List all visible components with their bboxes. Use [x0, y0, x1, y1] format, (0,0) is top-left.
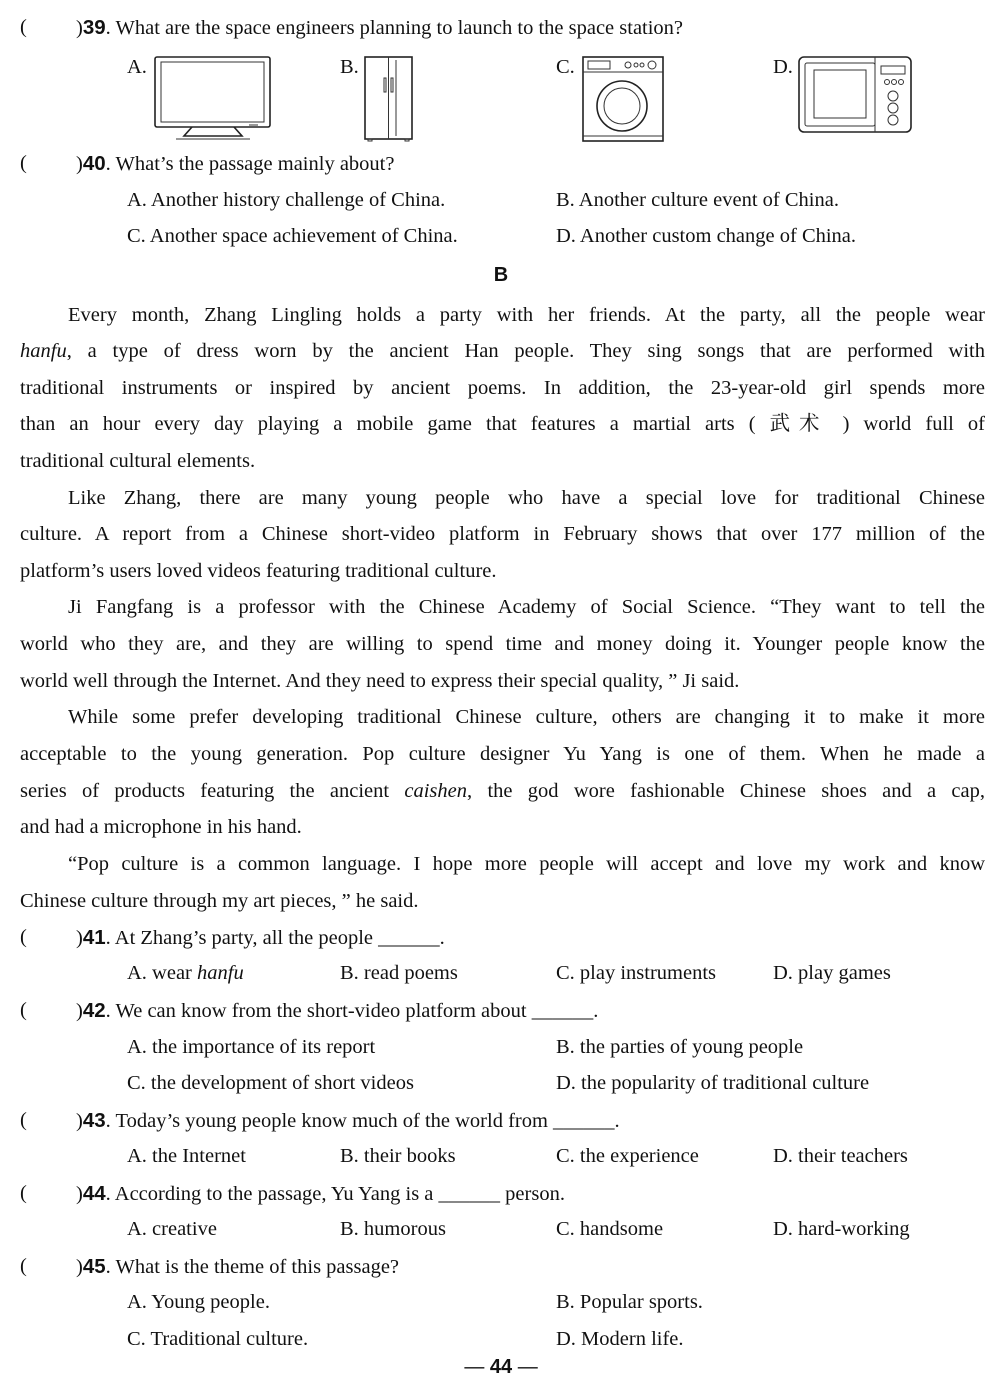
answer-paren-close: )	[76, 17, 83, 39]
answer-paren-open: (	[20, 1109, 27, 1131]
footer-dash: —	[464, 1356, 485, 1378]
passage-line: world who they are, and they are willing to spend time and money doing it. Younger people know the	[20, 633, 985, 655]
question-text: . Today’s young people know much of the world from ______.	[105, 1110, 620, 1132]
passage-line: traditional cultural elements.	[20, 450, 256, 472]
italic-term: hanfu	[20, 340, 67, 362]
washing-machine-icon	[582, 56, 666, 143]
question-number: 45	[82, 1255, 106, 1278]
q41-option-c: C. play instruments	[556, 962, 717, 984]
q44-option-b: B. humorous	[340, 1218, 446, 1240]
passage-line: Every month, Zhang Lingling holds a party with her friends. At the party, all the people wear	[68, 304, 985, 326]
passage-line: “Pop culture is a common language. I hope more people will accept and love my work and know	[68, 853, 985, 875]
question-number: 42	[82, 999, 106, 1022]
q40-option-b: B. Another culture event of China.	[556, 189, 839, 211]
q44-option-a: A. creative	[127, 1218, 217, 1240]
answer-paren-open: (	[20, 152, 27, 174]
passage-line: traditional instruments or inspired by ancient poems. In addition, the 23-year-old girl spends more	[20, 377, 985, 399]
q44-option-d: D. hard-working	[773, 1218, 910, 1240]
q43-option-a: A. the Internet	[127, 1145, 246, 1167]
q39-question	[76, 16, 683, 40]
passage-line: acceptable to the young generation. Pop culture designer Yu Yang is one of them. When he made a	[20, 743, 985, 765]
q43-option-d: D. their teachers	[773, 1145, 908, 1167]
q42-question	[76, 999, 598, 1023]
footer-dash: —	[517, 1356, 538, 1378]
passage-line: Ji Fangfang is a professor with the Chinese Academy of Social Science. “They want to tell the	[68, 596, 985, 618]
question-text: . What is the theme of this passage?	[105, 1256, 400, 1278]
question-number: 40	[82, 152, 106, 175]
option-text: A. wear	[127, 962, 198, 984]
passage-line: Chinese culture through my art pieces, ” he said.	[20, 890, 419, 912]
answer-paren-open: (	[20, 1182, 27, 1204]
q39-option-b-letter: B.	[340, 56, 359, 78]
q39-option-a-letter: A.	[127, 56, 147, 78]
q45-option-b: B. Popular sports.	[556, 1291, 703, 1313]
italic-term: hanfu	[197, 962, 244, 984]
answer-paren-close: )	[76, 927, 83, 949]
q41-question	[76, 926, 445, 950]
passage-line	[20, 333, 985, 369]
tv-icon	[154, 56, 272, 141]
answer-paren-open: (	[20, 1255, 27, 1277]
q41-option-b: B. read poems	[340, 962, 458, 984]
question-number: 39	[82, 16, 106, 39]
question-text: . What’s the passage mainly about?	[105, 153, 395, 175]
passage-line-text: , a type of dress worn by the ancient Han people. They sing songs that are performed with	[66, 340, 985, 362]
microwave-icon	[798, 56, 914, 136]
q40-option-c: C. Another space achievement of China.	[127, 225, 458, 247]
passage-line-text: , the god wore fashionable Chinese shoes and a cap,	[467, 780, 985, 802]
q42-option-d: D. the popularity of traditional culture	[556, 1072, 870, 1094]
page-footer	[0, 1356, 1002, 1379]
question-number: 41	[82, 926, 106, 949]
question-number: 43	[82, 1109, 106, 1132]
passage-line: than an hour every day playing a mobile game that features a martial arts ( 武术 ) world full of	[20, 413, 985, 435]
q39-option-d-letter: D.	[773, 56, 793, 78]
question-number: 44	[82, 1182, 106, 1205]
passage-line: While some prefer developing traditional Chinese culture, others are changing it to make it more	[68, 706, 985, 728]
passage-line: and had a microphone in his hand.	[20, 816, 302, 838]
passage-line: Like Zhang, there are many young people who have a special love for traditional Chinese	[68, 487, 985, 509]
passage-line: culture. A report from a Chinese short-video platform in February shows that over 177 million of the	[20, 523, 985, 545]
q44-option-c: C. handsome	[556, 1218, 664, 1240]
q44-question	[76, 1182, 565, 1206]
passage-line-text: series of products featuring the ancient	[20, 780, 405, 802]
q42-option-a: A. the importance of its report	[127, 1036, 376, 1058]
q39-row	[20, 16, 27, 39]
question-text: . At Zhang’s party, all the people ______.	[105, 927, 445, 949]
answer-paren-close: )	[76, 1183, 83, 1205]
q42-option-c: C. the development of short videos	[127, 1072, 414, 1094]
q41-option-d: D. play games	[773, 962, 891, 984]
answer-paren-open: (	[20, 16, 27, 38]
q40-option-a: A. Another history challenge of China.	[127, 189, 446, 211]
q45-option-c: C. Traditional culture.	[127, 1328, 309, 1350]
section-title: B	[493, 264, 509, 286]
q39-option-c-letter: C.	[556, 56, 575, 78]
passage-line: world well through the Internet. And they need to express their special quality, ” Ji said.	[20, 670, 740, 692]
answer-paren-close: )	[76, 153, 83, 175]
q40-option-d: D. Another custom change of China.	[556, 225, 857, 247]
passage-line	[20, 773, 985, 809]
answer-paren-close: )	[76, 1000, 83, 1022]
q41-option-a	[127, 962, 244, 985]
passage-line: platform’s users loved videos featuring traditional culture.	[20, 560, 497, 582]
question-text: . We can know from the short-video platform about ______.	[105, 1000, 599, 1022]
q40-question	[76, 152, 394, 176]
page-number: 44	[489, 1356, 513, 1378]
answer-paren-close: )	[76, 1256, 83, 1278]
question-text: . According to the passage, Yu Yang is a ______ person.	[105, 1183, 565, 1205]
answer-paren-open: (	[20, 999, 27, 1021]
q43-option-c: C. the experience	[556, 1145, 699, 1167]
q43-option-b: B. their books	[340, 1145, 456, 1167]
question-text: . What are the space engineers planning to launch to the space station?	[105, 17, 684, 39]
q43-question	[76, 1109, 620, 1133]
q45-option-a: A. Young people.	[127, 1291, 270, 1313]
italic-term: caishen	[404, 780, 468, 802]
answer-paren-open: (	[20, 926, 27, 948]
q45-question	[76, 1255, 399, 1279]
q42-option-b: B. the parties of young people	[556, 1036, 804, 1058]
refrigerator-icon	[364, 56, 414, 142]
q45-option-d: D. Modern life.	[556, 1328, 684, 1350]
answer-paren-close: )	[76, 1110, 83, 1132]
